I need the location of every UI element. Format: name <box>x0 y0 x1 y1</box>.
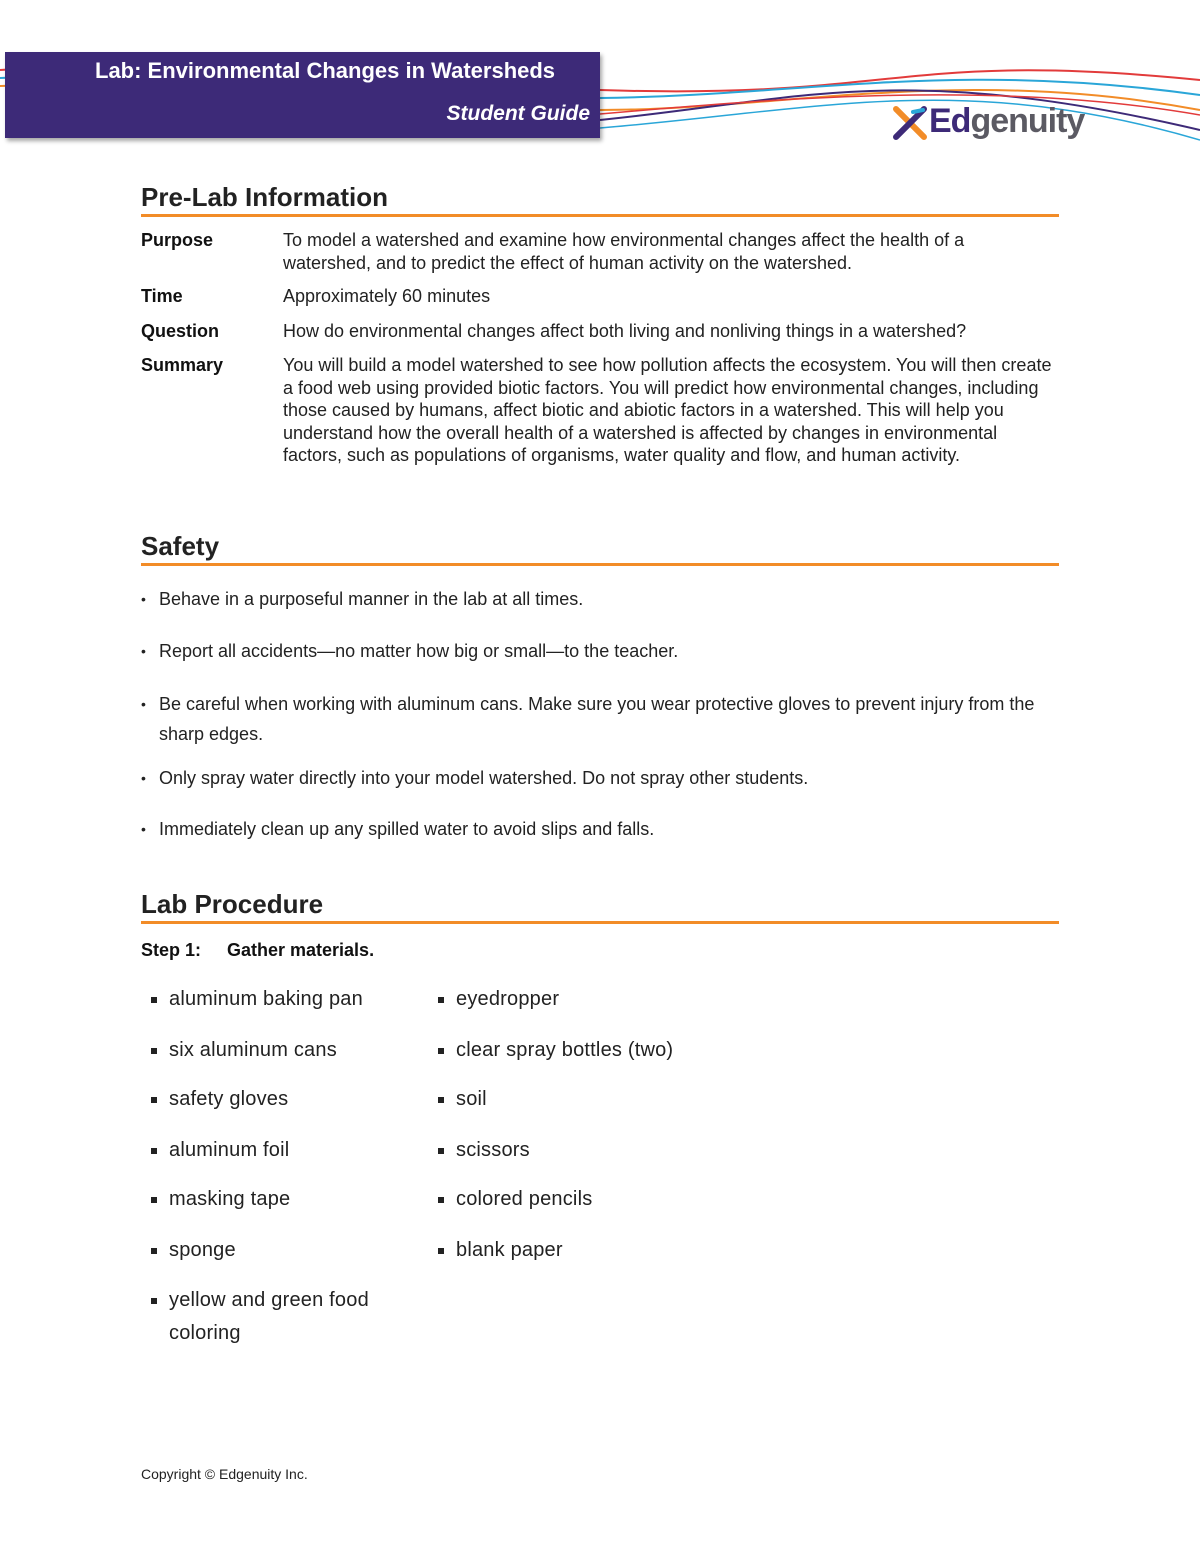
material-text: blank paper <box>456 1239 563 1261</box>
step-text: Gather materials. <box>227 940 375 960</box>
material-item <box>438 1034 673 1067</box>
prelab-heading: Pre-Lab Information <box>141 182 1059 217</box>
copyright-text: Copyright © Edgenuity Inc. <box>141 1466 308 1482</box>
material-text: colored pencils <box>456 1188 593 1210</box>
square-bullet-icon <box>438 1248 444 1254</box>
document-subtitle: Student Guide <box>446 102 590 125</box>
material-item <box>438 983 559 1016</box>
time-value: Approximately 60 minutes <box>283 286 491 306</box>
material-text: aluminum foil <box>169 1139 290 1161</box>
square-bullet-icon <box>151 1298 157 1304</box>
step-label: Step 1: <box>141 940 202 960</box>
material-item <box>151 1284 409 1350</box>
material-text: masking tape <box>169 1188 291 1210</box>
header-banner <box>5 52 600 138</box>
logo-word-genuity: genuity <box>970 102 1085 140</box>
material-item <box>151 1083 288 1116</box>
logo-wordmark <box>929 102 1084 141</box>
safety-item-text: Be careful when working with aluminum cans. Make sure you wear protective gloves to prevent injury from the sharp edges. <box>159 694 1035 744</box>
step-1 <box>141 940 374 961</box>
summary-label: Summary <box>141 355 224 375</box>
safety-item <box>141 689 1069 749</box>
question-label: Question <box>141 321 220 341</box>
logo-x-icon <box>893 106 927 140</box>
safety-item-text: Behave in a purposeful manner in the lab at all times. <box>159 589 584 609</box>
material-text: eyedropper <box>456 988 560 1010</box>
material-item <box>438 1234 563 1267</box>
summary-value: You will build a model watershed to see how pollution affects the ecosystem. You will then create a food web using provided biotic factors. You will predict how environmental changes, including those caused by humans, affect biotic and abiotic factors in a watershed. This will help you understand how the overall health of a watershed is affected by changes in environmental factors, such as populations of organisms, water quality and flow, and human activity. <box>283 355 1052 466</box>
safety-item <box>141 763 1069 793</box>
bullet-icon: • <box>141 696 146 712</box>
square-bullet-icon <box>151 1048 157 1054</box>
safety-heading: Safety <box>141 531 1059 566</box>
material-item <box>151 1034 337 1067</box>
material-item <box>438 1134 530 1167</box>
safety-item-text: Only spray water directly into your model watershed. Do not spray other students. <box>159 768 809 788</box>
material-text: scissors <box>456 1139 530 1161</box>
bullet-icon: • <box>141 591 146 607</box>
purpose-label: Purpose <box>141 230 214 250</box>
material-item <box>438 1083 487 1116</box>
square-bullet-icon <box>151 997 157 1003</box>
square-bullet-icon <box>151 1148 157 1154</box>
material-text: clear spray bottles (two) <box>456 1039 674 1061</box>
material-text: aluminum baking pan <box>169 988 363 1010</box>
material-item <box>438 1183 592 1216</box>
material-text: sponge <box>169 1239 236 1261</box>
square-bullet-icon <box>438 1097 444 1103</box>
document-title: Lab: Environmental Changes in Watersheds <box>95 58 556 83</box>
material-item <box>151 983 363 1016</box>
square-bullet-icon <box>438 1048 444 1054</box>
material-text: soil <box>456 1088 487 1110</box>
logo-word-ed: Ed <box>929 102 971 140</box>
procedure-heading: Lab Procedure <box>141 889 1059 924</box>
safety-item <box>141 636 1069 666</box>
square-bullet-icon <box>151 1097 157 1103</box>
square-bullet-icon <box>151 1197 157 1203</box>
square-bullet-icon <box>151 1248 157 1254</box>
square-bullet-icon <box>438 997 444 1003</box>
safety-item-text: Report all accidents—no matter how big or small—to the teacher. <box>159 641 679 661</box>
safety-item <box>141 584 1069 614</box>
material-item <box>151 1183 290 1216</box>
question-value: How do environmental changes affect both living and nonliving things in a watershed? <box>283 321 967 341</box>
material-item <box>151 1234 236 1267</box>
square-bullet-icon <box>438 1148 444 1154</box>
bullet-icon: • <box>141 821 146 837</box>
bullet-icon: • <box>141 770 146 786</box>
bullet-icon: • <box>141 643 146 659</box>
safety-item <box>141 814 1069 844</box>
time-label: Time <box>141 286 183 306</box>
safety-item-text: Immediately clean up any spilled water to avoid slips and falls. <box>159 819 655 839</box>
material-text: six aluminum cans <box>169 1039 337 1061</box>
material-text: yellow and green food coloring <box>169 1289 369 1344</box>
material-text: safety gloves <box>169 1088 289 1110</box>
material-item <box>151 1134 289 1167</box>
purpose-value: To model a watershed and examine how environmental changes affect the health of a watershed, and to predict the effect of human activity on the watershed. <box>283 230 965 273</box>
square-bullet-icon <box>438 1197 444 1203</box>
